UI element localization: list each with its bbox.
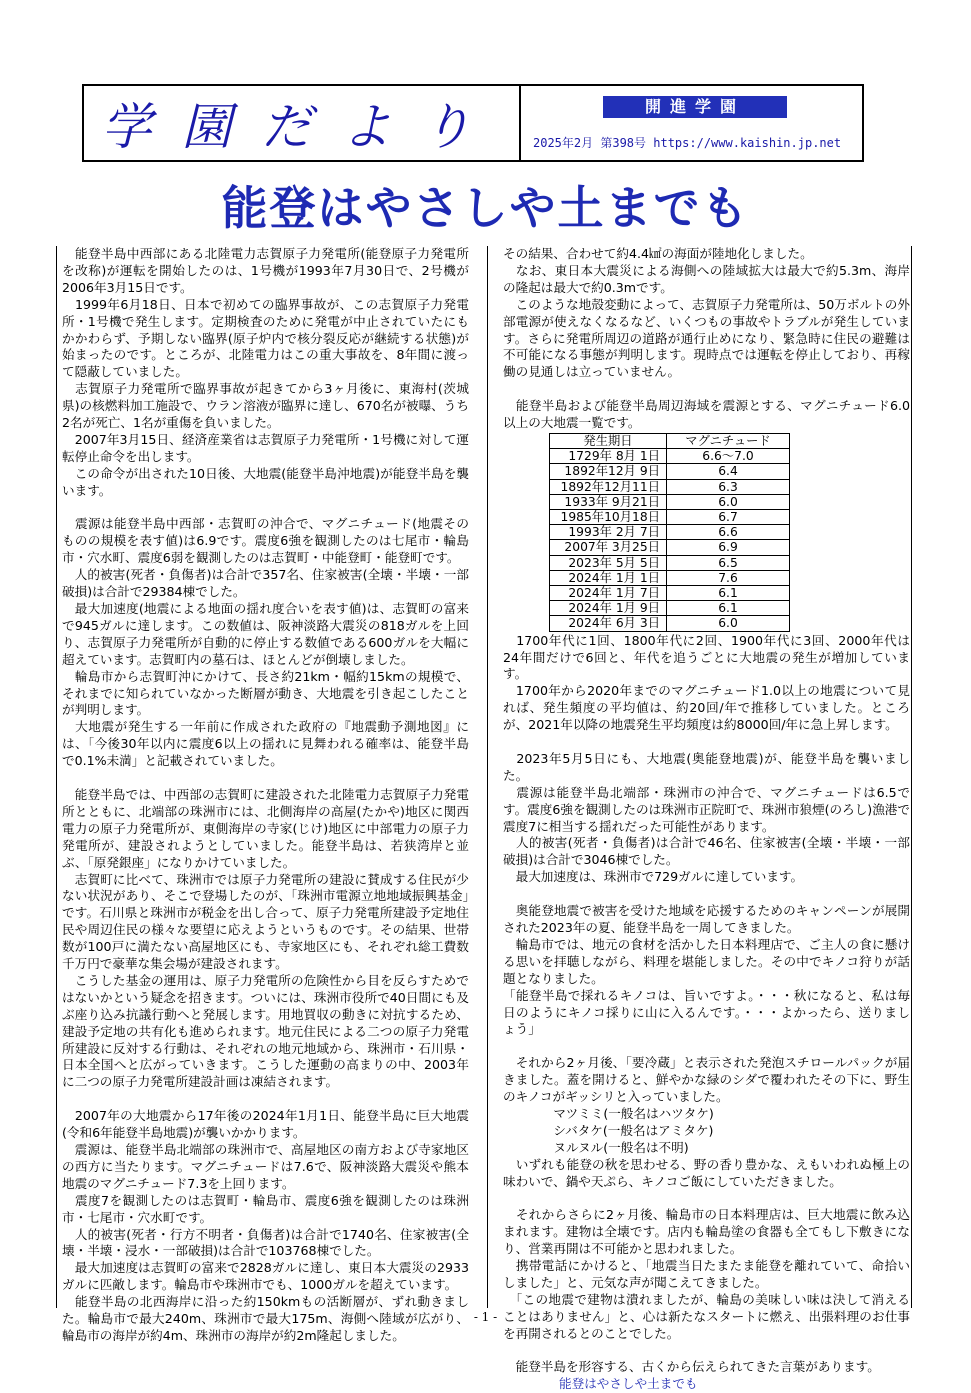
earthquake-table bbox=[549, 433, 790, 632]
quake-date: 1729年 8月 1日 bbox=[550, 449, 667, 464]
paragraph-spacer bbox=[503, 381, 910, 398]
quake-magnitude: 6.1 bbox=[667, 601, 790, 616]
paragraph: 震源は能登半島中西部・志賀町の沖合で、マグニチュード(地震そのものの規模を表す値)は6.9です。震度6強を観測したのは七尾市・輪島市・穴水町、震度6弱を観測したのは志賀町・中能登町・能登町です。 bbox=[62, 516, 470, 566]
paragraph: 能登半島を形容する、古くから伝えられてきた言葉があります。 bbox=[503, 1359, 880, 1375]
quake-date: 1985年10月18日 bbox=[550, 509, 667, 524]
quake-date: 2007年 3月25日 bbox=[550, 540, 667, 555]
paragraph: 震源は、能登半島北端部の珠洲市で、高屋地区の南方および寺家地区の西方に当たります。マグニチュードは7.6で、阪神淡路大震災や熊本地震のマグニチュード7.3を上回ります。 bbox=[62, 1141, 469, 1191]
masthead-info bbox=[521, 86, 862, 160]
paragraph-spacer bbox=[62, 770, 469, 787]
quake-magnitude: 6.9 bbox=[667, 540, 790, 555]
paragraph: 能登半島の北西海岸に沿った約150kmもの活断層が、ずれ動きました。輪島市で最大240m、珠洲市で最大175m、海側へ陸域が広がり、輪島市の海岸が約4m、珠洲市の海岸が約2m隆起しました。 bbox=[62, 1294, 469, 1343]
earthquake-table-header bbox=[550, 433, 790, 448]
closing-phrase: 能登はやさしや土までも bbox=[559, 1376, 698, 1392]
paragraph: 2007年3月15日、経済産業省は志賀原子力発電所・1号機に対して運転停止命令を出します。 bbox=[62, 431, 469, 464]
quake-magnitude: 6.1 bbox=[667, 585, 790, 600]
paragraph: 2007年の大地震から17年後の2024年1月1日、能登半島に巨大地震(令和6年能登半島地震)が襲いかかります。 bbox=[62, 1108, 469, 1141]
paragraph-spacer bbox=[503, 1190, 910, 1207]
paragraph: 志賀原子力発電所で臨界事故が起きてから3ヶ月後に、東海村(茨城県)の核燃料加工施設で、ウラン溶液が臨界に達し、670名が被曝、うち2名が死亡、1名が重傷を負いました。 bbox=[62, 381, 469, 431]
masthead bbox=[82, 84, 864, 162]
paragraph: それから2ヶ月後、「要冷蔵」と表示された発泡スチロールパックが届きました。蓋を開けると、鮮やかな緑のシダで覆われたその下に、野生のキノコがギッシリと入っていました。 bbox=[503, 1055, 910, 1105]
paragraph: ヌルヌル(一般名は不明) bbox=[503, 1139, 689, 1155]
quake-date: 1892年12月 9日 bbox=[550, 464, 667, 479]
paragraph: 「能登半島で採れるキノコは、旨いですよ。・・・秋になると、私は毎日のようにキノコ採りに山に入るんです。・・・よかったら、送りましょう」 bbox=[503, 987, 910, 1037]
quake-date: 2024年 1月 9日 bbox=[550, 601, 667, 616]
paragraph: 大地震が発生する一年前に作成された政府の『地震動予測地図』には、「今後30年以内に震度6以上の揺れに見舞われる確率は、能登半島で0.1%未満」と記載されていました。 bbox=[62, 719, 469, 769]
quake-magnitude: 7.6 bbox=[667, 570, 790, 585]
headline: 能登はやさしや土までも bbox=[221, 181, 750, 235]
paragraph: その結果、合わせて約4.4㎢の海面が陸地化しました。 bbox=[503, 246, 813, 261]
quake-magnitude: 6.4 bbox=[667, 464, 790, 479]
table-row bbox=[550, 555, 790, 570]
newsletter-title: 学園だより bbox=[101, 98, 502, 156]
paragraph: 人的被害(死者・負傷者)は合計で46名、住家被害(全壊・半壊・一部破損)は合計で3046棟でした。 bbox=[503, 835, 910, 868]
quake-magnitude: 6.5 bbox=[667, 555, 790, 570]
table-row bbox=[550, 585, 790, 600]
page-number: - 1 - bbox=[473, 1310, 498, 1324]
table-row bbox=[550, 616, 790, 631]
issue-line: 2025年2月 第398号 https://www.kaishin.jp.net bbox=[533, 136, 842, 150]
quake-date: 2024年 1月 7日 bbox=[550, 585, 667, 600]
paragraph: 輪島市では、地元の食材を活かした日本料理店で、ご主人の食に懸ける思いを拝聴しながら、料理を堪能しました。その中でキノコ狩りが話題となりました。 bbox=[503, 936, 910, 986]
paragraph: 2023年5月5日にも、大地震(奥能登地震)が、能登半島を襲いました。 bbox=[503, 750, 910, 783]
quake-date: 1892年12月11日 bbox=[550, 479, 667, 494]
paragraph-spacer bbox=[62, 1091, 469, 1108]
article-column-right bbox=[503, 246, 910, 1393]
paragraph-spacer bbox=[62, 500, 469, 517]
header-magnitude: マグニチュード bbox=[667, 433, 790, 448]
paragraph: 人的被害(死者・行方不明者・負傷者)は合計で1740名、住家被害(全壊・半壊・浸水・一部破損)は合計で103768棟でした。 bbox=[62, 1226, 469, 1259]
table-row bbox=[550, 464, 790, 479]
school-name-banner: 開進学園 bbox=[603, 96, 787, 118]
paragraph: 奥能登地震で被害を受けた地域を応援するためのキャンペーンが展開された2023年の夏、能登半島を一周してきました。 bbox=[503, 903, 910, 935]
paragraph: それからさらに2ヶ月後、輪島市の日本料理店は、巨大地震に飲み込まれます。建物は全壊です。店内も輪島塗の食器も全てもし下敷きになり、営業再開は不可能かと思われました。 bbox=[503, 1207, 910, 1257]
paragraph: いずれも能登の秋を思わせる、野の香り豊かな、えもいわれぬ極上の味わいで、鍋や天ぷら、キノコご飯にしていただきました。 bbox=[503, 1156, 910, 1189]
paragraph: 志賀町に比べて、珠洲市では原子力発電所の建設に賛成する住民が少ない状況があり、そこで登場したのが、「珠洲市電源立地地域振興基金」です。石川県と珠洲市が税金を出し合って、原子力発電所建設予定地住民や周辺住民の様々な要望に応えようというものです。その結果、世帯数が100戸に満たない高屋地区にも、寺家地区にも、それぞれ総工費数千万円で豪華な集会場が建設されます。 bbox=[62, 871, 469, 972]
paragraph: 携帯電話にかけると、「地震当日たまたま能登を離れていて、命拾いしました」と、元気な声が聞こえてきました。 bbox=[503, 1258, 910, 1290]
right-text-after-table bbox=[503, 633, 910, 1377]
column-divider-middle bbox=[487, 246, 488, 1308]
quake-magnitude: 6.7 bbox=[667, 509, 790, 524]
paragraph-spacer bbox=[503, 1038, 910, 1055]
paragraph: こうした基金の運用は、原子力発電所の危険性から目を反らすためではないかという疑念を招きます。ついには、珠洲市役所で40日間にも及ぶ座り込み抗議行動へと発展します。用地買収の動きに対抗するため、建設予定地の共有化も進められます。地元住民による二つの原子力発電所建設に反対する行動は、それぞれの地元地域から、珠洲市・石川県・日本全国へと広がっていきます。こうした運動の高まりの中、2003年に二つの原子力発電所建設計画は凍結されます。 bbox=[62, 972, 469, 1090]
table-row bbox=[550, 479, 790, 494]
paragraph: 1999年6月18日、日本で初めての臨界事故が、この志賀原子力発電所・1号機で発生します。定期検査のために発電が中止されていたにもかかわらず、予期しない臨界(原子炉内で核分裂反応が継続する状態)が始まったのです。ところが、北陸電力はこの重大事故を、8年間に渡って隠蔽していました。 bbox=[62, 296, 469, 380]
paragraph: 最大加速度(地震による地面の揺れ度合いを表す値)は、志賀町の富来で945ガルに達します。この数値は、阪神淡路大震災の818ガルを上回り、志賀原子力発電所が自動的に停止する数値である600ガルを大幅に超えています。志賀町内の墓石は、ほとんどが倒壊しました。 bbox=[62, 601, 469, 667]
paragraph: シバタケ(一般名はアミタケ) bbox=[503, 1122, 714, 1138]
quake-date: 1993年 2月 7日 bbox=[550, 525, 667, 540]
quake-magnitude: 6.3 bbox=[667, 479, 790, 494]
paragraph: 「この地震で建物は潰れましたが、輪島の美味しい味は決して消えることはありません」と、心は新たなスタートに燃え、出張料理のお仕事を再開されるとのことでした。 bbox=[503, 1291, 910, 1341]
table-row bbox=[550, 509, 790, 524]
quake-magnitude: 6.0 bbox=[667, 494, 790, 509]
quake-magnitude: 6.6～7.0 bbox=[667, 449, 790, 464]
newsletter-title-box bbox=[84, 86, 521, 160]
right-text-before-table bbox=[503, 246, 910, 432]
paragraph: 震度7を観測したのは志賀町・輪島市、震度6強を観測したのは珠洲市・七尾市・穴水町です。 bbox=[62, 1192, 469, 1225]
paragraph: 人的被害(死者・負傷者)は合計で357名、住家被害(全壊・半壊・一部破損)は合計で29384棟でした。 bbox=[62, 567, 469, 600]
table-row bbox=[550, 525, 790, 540]
quake-magnitude: 6.0 bbox=[667, 616, 790, 631]
paragraph: この命令が出された10日後、大地震(能登半島沖地震)が能登半島を襲います。 bbox=[62, 465, 469, 498]
paragraph-spacer bbox=[503, 1343, 910, 1360]
quake-date: 2024年 6月 3日 bbox=[550, 616, 667, 631]
article-column-left bbox=[62, 246, 469, 1345]
table-row bbox=[550, 449, 790, 464]
paragraph: 震源は能登半島北端部・珠洲市の沖合で、マグニチュードは6.5です。震度6強を観測したのは珠洲市正院町で、珠洲市狼煙(のろし)漁港で震度7に相当する揺れだった可能性があります。 bbox=[503, 784, 910, 834]
paragraph: 輪島市から志賀町沖にかけて、長さ約21km・幅約15kmの規模で、それまでに知られていなかった断層が動き、大地震を引き起こしたことが判明します。 bbox=[62, 668, 469, 718]
paragraph: 最大加速度は、珠洲市で729ガルに達しています。 bbox=[503, 869, 804, 885]
table-row bbox=[550, 494, 790, 509]
quake-date: 2023年 5月 5日 bbox=[550, 555, 667, 570]
paragraph: 1700年から2020年までのマグニチュード1.0以上の地震について見れば、発生頻度の平均値は、約20回/年で推移していました。ところが、2021年以降の地震発生平均頻度は約8000回/年に急上昇します。 bbox=[503, 683, 910, 733]
quake-magnitude: 6.6 bbox=[667, 525, 790, 540]
table-row bbox=[550, 540, 790, 555]
quake-date: 2024年 1月 1日 bbox=[550, 570, 667, 585]
paragraph-spacer bbox=[503, 734, 910, 751]
paragraph: このような地殻変動によって、志賀原子力発電所は、50万ボルトの外部電源が使えなくなるなど、いくつもの事故やトラブルが発生しています。さらに発電所周辺の道路が通行止めになり、緊急時に住民の避難は不可能になる事態が判明します。現時点では運転を停止しており、再稼働の見通しは立っていません。 bbox=[503, 296, 910, 380]
paragraph-spacer bbox=[503, 886, 910, 903]
paragraph: 最大加速度は志賀町の富来で2828ガルに達し、東日本大震災の2933ガルに匹敵します。輪島市や珠洲市でも、1000ガルを超えています。 bbox=[62, 1260, 469, 1293]
paragraph: マツミミ(一般名はハツタケ) bbox=[503, 1105, 714, 1121]
paragraph: 能登半島では、中西部の志賀町に建設された北陸電力志賀原子力発電所とともに、北端部の珠洲市には、北側海岸の高屋(たかや)地区に関西電力の原子力発電所が、東側海岸の寺家(じけ)地区に中部電力の原子力発電所が、建設されようとしていました。能登半島は、若狭湾岸と並ぶ、「原発銀座」になりかけていました。 bbox=[62, 786, 469, 870]
table-row bbox=[550, 570, 790, 585]
paragraph: 能登半島および能登半島周辺海域を震源とする、マグニチュード6.0以上の大地震一覧です。 bbox=[503, 398, 910, 431]
paragraph: 1700年代に1回、1800年代に2回、1900年代に3回、2000年代は24年間だけで6回と、年代を追うごとに大地震の発生が増加しています。 bbox=[503, 632, 910, 682]
paragraph: 能登半島中西部にある北陸電力志賀原子力発電所(能登原子力発電所を改称)が運転を開始したのは、1号機が1993年7月30日で、2号機が2006年3月15日です。 bbox=[62, 246, 469, 295]
header-date: 発生期日 bbox=[550, 433, 667, 448]
column-divider-right bbox=[911, 246, 912, 1308]
table-row bbox=[550, 601, 790, 616]
quake-date: 1933年 9月21日 bbox=[550, 494, 667, 509]
paragraph: なお、東日本大震災による海側への陸域拡大は最大で約5.3m、海岸の隆起は最大で約0.3mです。 bbox=[503, 262, 910, 295]
column-divider-left bbox=[56, 246, 57, 1308]
